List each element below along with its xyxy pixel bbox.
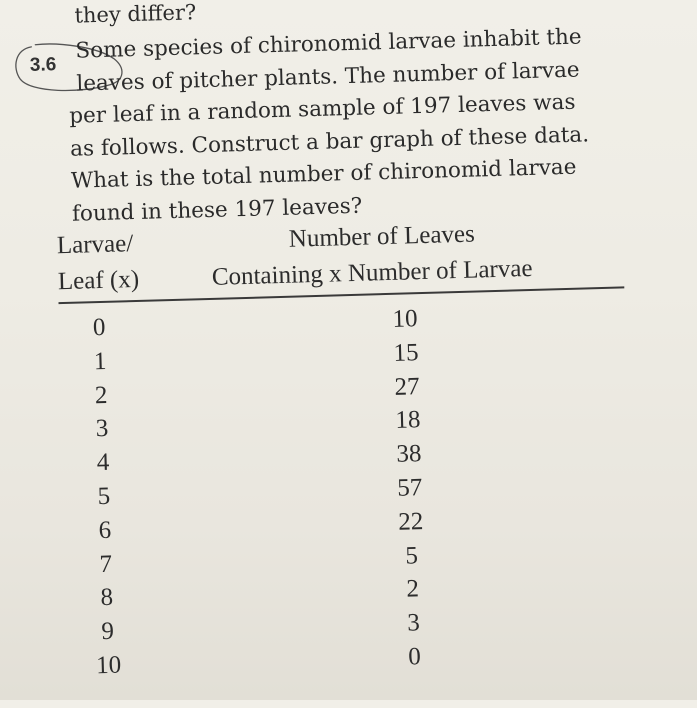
- table-cell-y: 22: [397, 507, 424, 536]
- table-cell-y: 2: [406, 575, 420, 603]
- table-cell-x: 2: [94, 381, 108, 409]
- problem-line: per leaf in a random sample of 197 leaves was: [68, 89, 576, 129]
- problem-line: leaves of pitcher plants. The number of larvae: [76, 57, 580, 97]
- table-cell-x: 0: [92, 313, 106, 342]
- column-header-y-line1: Number of Leaves: [288, 220, 476, 253]
- problem-line: found in these 197 leaves?: [71, 193, 363, 227]
- column-header-x-line2: Leaf (x): [57, 265, 140, 296]
- table-cell-x: 1: [93, 347, 107, 376]
- problem-line: Some species of chironomid larvae inhabit the: [75, 24, 582, 64]
- table-cell-x: 8: [100, 584, 114, 612]
- previous-question-fragment: they differ?: [74, 0, 197, 28]
- larvae-per-leaf-column: [69, 310, 139, 683]
- column-header-x-line1: Larvae/: [56, 230, 134, 260]
- table-cell-y: 38: [395, 440, 422, 468]
- table-cell-x: 5: [97, 482, 111, 511]
- table-cell-y: 27: [394, 372, 420, 401]
- table-cell-y: 15: [393, 338, 419, 367]
- number-of-leaves-column: [375, 302, 445, 675]
- header-rule: [58, 286, 624, 303]
- table-cell-y: 10: [392, 305, 418, 333]
- table-cell-x: 9: [101, 617, 115, 646]
- table-cell-x: 3: [95, 415, 109, 443]
- table-cell-x: 7: [99, 550, 113, 578]
- table-cell-x: 4: [96, 449, 110, 477]
- table-cell-y: 57: [396, 474, 423, 502]
- problem-line: as follows. Construct a bar graph of these data.: [69, 121, 590, 162]
- problem-line: What is the total number of chironomid larvae: [70, 154, 577, 194]
- column-header-y-line2: Containing x Number of Larvae: [211, 254, 533, 291]
- table-cell-y: 18: [395, 406, 421, 435]
- table-cell-x: 10: [95, 651, 122, 680]
- table-cell-y: 5: [405, 541, 419, 570]
- table-cell-x: 6: [98, 516, 112, 544]
- table-cell-y: 0: [407, 643, 422, 671]
- table-cell-y: 3: [406, 609, 421, 637]
- problem-number: 3.6: [29, 54, 57, 76]
